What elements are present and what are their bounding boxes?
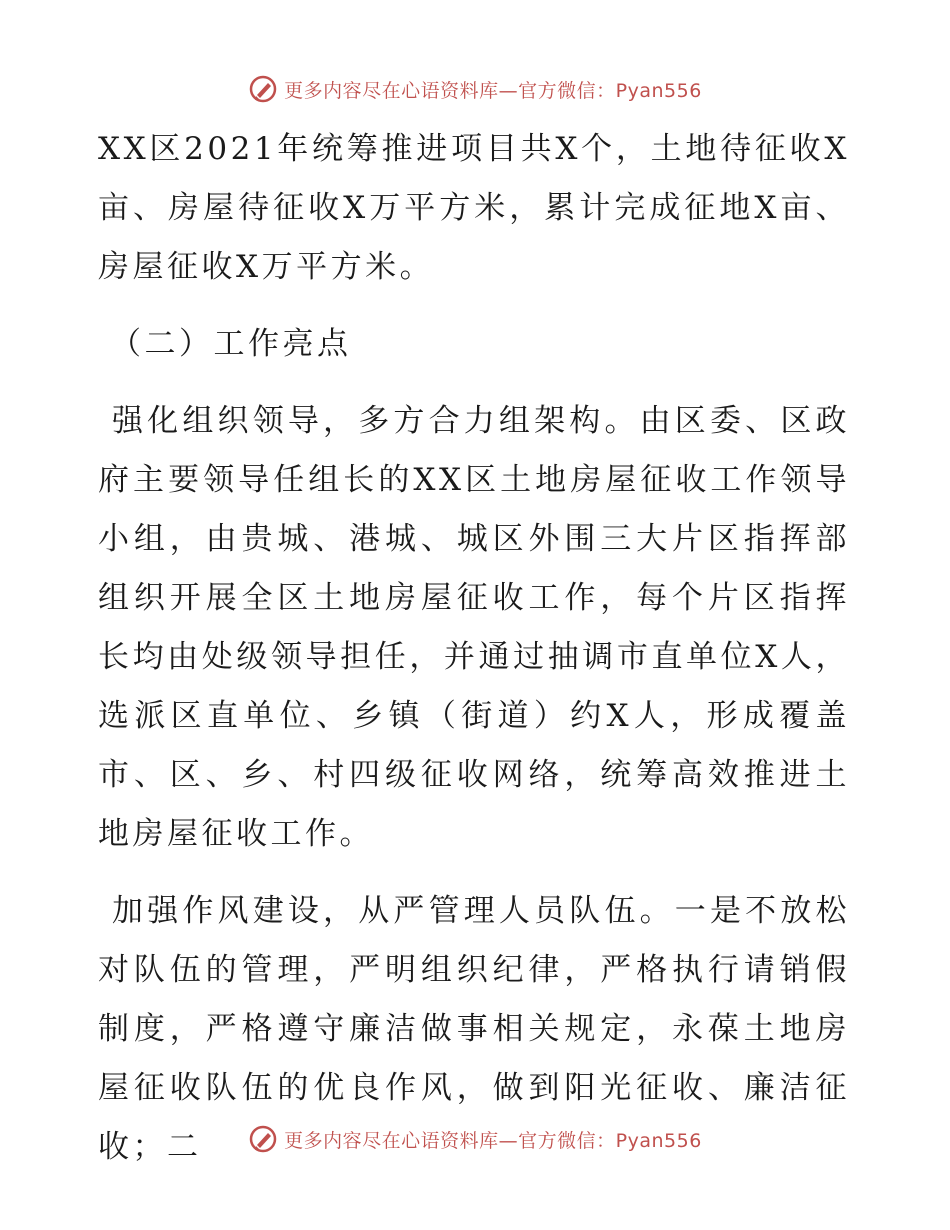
watermark-header: [0, 74, 950, 104]
watermark-footer: [0, 1124, 950, 1154]
pen-logo-icon: [248, 74, 278, 104]
paragraph-organization: 强化组织领导，多方合力组架构。由区委、区政府主要领导任组长的XX区土地房屋征收工作领导小组，由贵城、港城、城区外围三大片区指挥部组织开展全区土地房屋征收工作，每个片区指挥长均由处级领导担任，并通过抽调市直单位X人，选派区直单位、乡镇（街道）约X人，形成覆盖市、区、乡、村四级征收网络，统筹高效推进土地房屋征收工作。: [98, 403, 850, 852]
paragraph-project-summary: XX区2021年统筹推进项目共X个，土地待征收X亩、房屋待征收X万平方米，累计完成征地X亩、房屋征收X万平方米。: [98, 131, 850, 285]
watermark-text: 更多内容尽在心语资料库—官方微信：Pyan556: [284, 79, 702, 102]
document-body: [98, 120, 850, 1177]
paragraph-work-style: 加强作风建设，从严管理人员队伍。一是不放松对队伍的管理，严明组织纪律，严格执行请销假制度，严格遵守廉洁做事相关规定，永葆土地房屋征收队伍的优良作风，做到阳光征收、廉洁征收；二: [98, 893, 850, 1165]
watermark-text: 更多内容尽在心语资料库—官方微信：Pyan556: [284, 1129, 702, 1152]
section-heading: （二）工作亮点: [110, 326, 352, 362]
pen-logo-icon: [248, 1124, 278, 1154]
